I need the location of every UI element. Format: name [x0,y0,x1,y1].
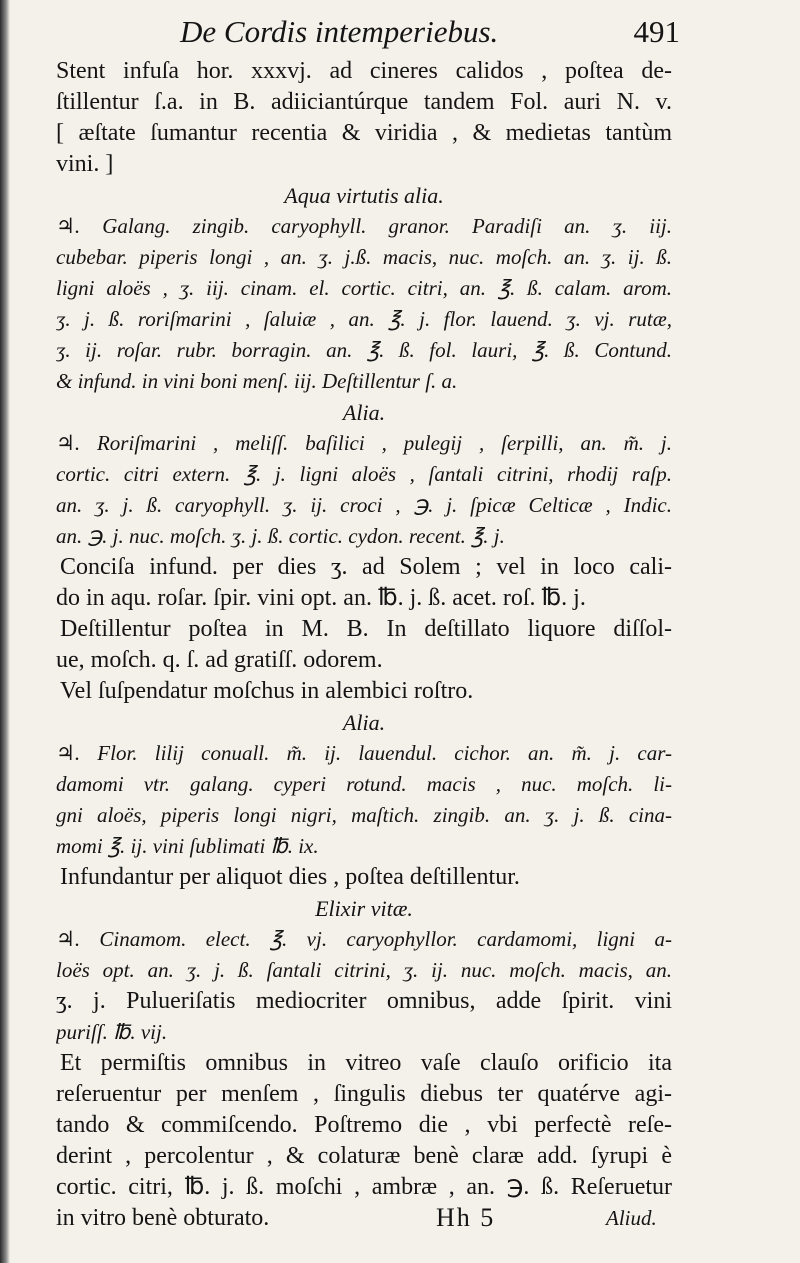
text-line: vini. ] [56,151,114,177]
text-line: momi ℥. ij. vini ſublimati ℔. ix. [56,834,319,858]
text-line: ♃. Flor. lilij conuall. m̃. ij. lauendul. cichor. an. m̃. j. car- [56,741,672,765]
text-line: an. ʒ. j. ß. caryophyll. ʒ. ij. croci , ℈. j. ſpicæ Celticæ , Indic. [56,493,672,517]
text-line: ue, moſch. q. ſ. ad gratiſſ. odorem. [56,647,383,673]
text-line: derint , percolentur , & colaturæ benè claræ add. ſyrupi è [56,1143,672,1169]
text-line: Conciſa infund. per dies ʒ. ad Solem ; vel in loco cali- [60,554,672,580]
text-line: ʒ. ij. roſar. rubr. borragin. an. ℥. ß. fol. lauri, ℥. ß. Contund. [56,338,672,362]
signature-mark: Hh 5 [436,1203,496,1232]
text-line: do in aqu. roſar. ſpir. vini opt. an. ℔. j. ß. acet. roſ. ℔. j. [56,585,586,611]
text-line: cortic. citri extern. ℥. j. ligni aloës , ſantali citrini, rhodij raſp. [56,462,672,486]
catchword: Aliud. [606,1206,657,1230]
text-line: Infundantur per aliquot dies , poſtea deſtillentur. [60,864,520,890]
scan-edge-shadow [0,0,10,1263]
text-line: & infund. in vini boni menſ. iij. Deſtillentur ſ. a. [56,369,458,393]
section-heading: Aqua virtutis alia. [284,183,444,208]
text-line: [ æſtate ſumantur recentia & viridia , & medietas tantùm [56,120,672,146]
text-line: reſeruentur per menſem , ſingulis diebus ter quatérve agi- [56,1081,672,1107]
running-head [180,14,680,58]
text-line: cortic. citri, ℔. j. ß. moſchi , ambræ , an. ℈. ß. Reſeruetur [56,1174,672,1200]
section-heading: Alia. [342,400,386,425]
text-line: Stent infuſa hor. xxxvj. ad cineres calidos , poſtea de- [56,58,672,84]
text-line: in vitro benè obturato. [56,1205,270,1231]
text-line: tando & commiſcendo. Poſtremo die , vbi perfectè reſe- [56,1112,672,1138]
text-line: ♃. Roriſmarini , meliſſ. baſilici , pulegij , ſerpilli, an. m̃. j. [56,431,672,455]
text-line: Et permiſtis omnibus in vitreo vaſe clauſo orificio ita [60,1050,672,1076]
text-line: Vel ſuſpendatur moſchus in alembici roſtro. [60,678,474,704]
text-line: cubebar. piperis longi , an. ʒ. j.ß. macis, nuc. moſch. an. ʒ. ij. ß. [56,245,672,269]
section-heading: Alia. [342,710,386,735]
text-line: an. ℈. j. nuc. moſch. ʒ. j. ß. cortic. cydon. recent. ℥. j. [56,524,505,548]
text-line: ♃. Cinamom. elect. ℥. vj. caryophyllor. cardamomi, ligni a- [56,927,672,951]
text-line: Deſtillentur poſtea in M. B. In deſtillato liquore diſſol- [60,616,672,642]
text-line: gni aloës, piperis longi nigri, maſtich. zingib. an. ʒ. j. ß. cina- [56,803,672,827]
text-line: ʒ. j. ß. roriſmarini , ſaluiæ , an. ℥. j. flor. lauend. ʒ. vj. rutæ, [56,307,672,331]
body-text [56,56,672,1234]
text-line: ligni aloës , ʒ. iij. cinam. el. cortic. citri, an. ℥. ß. calam. arom. [56,276,672,300]
text-line: ſtillentur ſ.a. in B. adiiciantúrque tandem Fol. auri N. v. [56,89,672,115]
running-head-title: De Cordis intemperiebus. [180,14,499,49]
text-line: damomi vtr. galang. cyperi rotund. macis , nuc. moſch. li- [56,772,672,796]
text-line: loës opt. an. ʒ. j. ß. ſantali citrini, ʒ. ij. nuc. moſch. macis, an. [56,958,672,982]
page-number: 491 [633,14,680,49]
text-line: puriſſ. ℔. vij. [56,1020,168,1044]
text-line: ♃. Galang. zingib. caryophyll. granor. Paradiſi an. ʒ. iij. [56,214,672,238]
section-heading: Elixir vitæ. [315,896,413,921]
text-line: ʒ. j. Pulueriſatis mediocriter omnibus, adde ſpirit. vini [56,988,672,1014]
